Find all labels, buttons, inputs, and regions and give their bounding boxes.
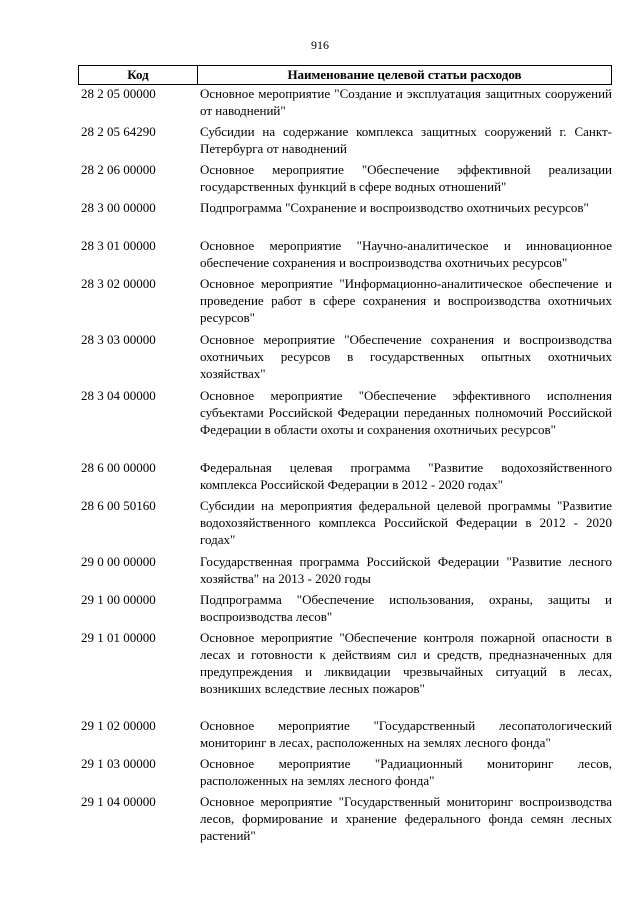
row-code: 28 2 05 00000 xyxy=(81,86,156,101)
row-code: 28 6 00 50160 xyxy=(81,498,156,513)
row-code: 28 3 04 00000 xyxy=(81,388,156,403)
row-name: Основное мероприятие "Обеспечение сохранения и воспроизводства охотничьих ресурсов в государственных опытных охотничьих хозяйствах" xyxy=(200,332,612,381)
page-number: 916 xyxy=(311,38,329,52)
row-name: Основное мероприятие "Радиационный мониторинг лесов, расположенных на землях лесного фонда" xyxy=(200,756,612,788)
table-row xyxy=(78,553,612,591)
row-code: 28 6 00 00000 xyxy=(81,460,156,475)
table-header xyxy=(78,65,612,85)
row-name: Основное мероприятие "Государственный мониторинг воспроизводства лесов, формирование и хранение федерального фонда семян лесных растений" xyxy=(200,794,612,843)
row-code: 28 2 05 64290 xyxy=(81,124,156,139)
row-code: 28 3 00 00000 xyxy=(81,200,156,215)
table-row xyxy=(78,85,612,123)
row-name: Основное мероприятие "Государственный лесопатологический мониторинг в лесах, расположенных на землях лесного фонда" xyxy=(200,718,612,750)
table-row xyxy=(78,161,612,199)
row-code: 29 1 03 00000 xyxy=(81,756,156,771)
table-row xyxy=(78,199,612,237)
table-row xyxy=(78,387,612,459)
table-row xyxy=(78,275,612,331)
table-row xyxy=(78,123,612,161)
row-name: Подпрограмма "Обеспечение использования, охраны, защиты и воспроизводства лесов" xyxy=(200,592,612,624)
table-row xyxy=(78,591,612,629)
header-name: Наименование целевой статьи расходов xyxy=(287,67,522,82)
table-row xyxy=(78,331,612,387)
row-code: 28 2 06 00000 xyxy=(81,162,156,177)
row-name: Основное мероприятие "Научно-аналитическое и инновационное обеспечение сохранения и воспроизводства охотничьих ресурсов" xyxy=(200,238,612,270)
row-code: 29 1 02 00000 xyxy=(81,718,156,733)
row-name: Основное мероприятие "Обеспечение эффективного исполнения субъектами Российской Федерации переданных полномочий Российской Федерации в области охоты и сохранения охотничьих ресурсов" xyxy=(200,388,612,437)
row-code: 28 3 03 00000 xyxy=(81,332,156,347)
row-name: Основное мероприятие "Информационно-аналитическое обеспечение и проведение работ в сфере сохранения и воспроизводства охотничьих ресурсов" xyxy=(200,276,612,325)
row-code: 28 3 01 00000 xyxy=(81,238,156,253)
header-code: Код xyxy=(79,66,198,84)
row-code: 29 1 01 00000 xyxy=(81,630,156,645)
row-name: Государственная программа Российской Федерации "Развитие лесного хозяйства" на 2013 - 2020 годы xyxy=(200,554,612,586)
row-code: 29 0 00 00000 xyxy=(81,554,156,569)
table-row xyxy=(78,793,612,849)
table-row xyxy=(78,497,612,553)
table-row xyxy=(78,629,612,717)
row-name: Подпрограмма "Сохранение и воспроизводство охотничьих ресурсов" xyxy=(200,200,589,215)
row-code: 28 3 02 00000 xyxy=(81,276,156,291)
row-name: Федеральная целевая программа "Развитие водохозяйственного комплекса Российской Федерации в 2012 - 2020 годах" xyxy=(200,460,612,492)
row-code: 29 1 00 00000 xyxy=(81,592,156,607)
table-row xyxy=(78,237,612,275)
table-row xyxy=(78,459,612,497)
row-name: Основное мероприятие "Обеспечение контроля пожарной опасности в лесах и готовности к действиям сил и средств, предназначенных для предупреждения и ликвидации чрезвычайных ситуаций в лесах, возникших вследствие лесных пожаров" xyxy=(200,630,612,696)
row-name: Основное мероприятие "Обеспечение эффективной реализации государственных функций в сфере водных отношений" xyxy=(200,162,612,194)
row-name: Субсидии на содержание комплекса защитных сооружений г. Санкт-Петербурга от наводнений xyxy=(200,124,612,156)
row-name: Основное мероприятие "Создание и эксплуатация защитных сооружений от наводнений" xyxy=(200,86,612,118)
budget-table xyxy=(78,65,612,849)
table-row xyxy=(78,755,612,793)
table-row xyxy=(78,717,612,755)
row-code: 29 1 04 00000 xyxy=(81,794,156,809)
row-name: Субсидии на мероприятия федеральной целевой программы "Развитие водохозяйственного комплекса Российской Федерации в 2012 - 2020 годах" xyxy=(200,498,612,547)
